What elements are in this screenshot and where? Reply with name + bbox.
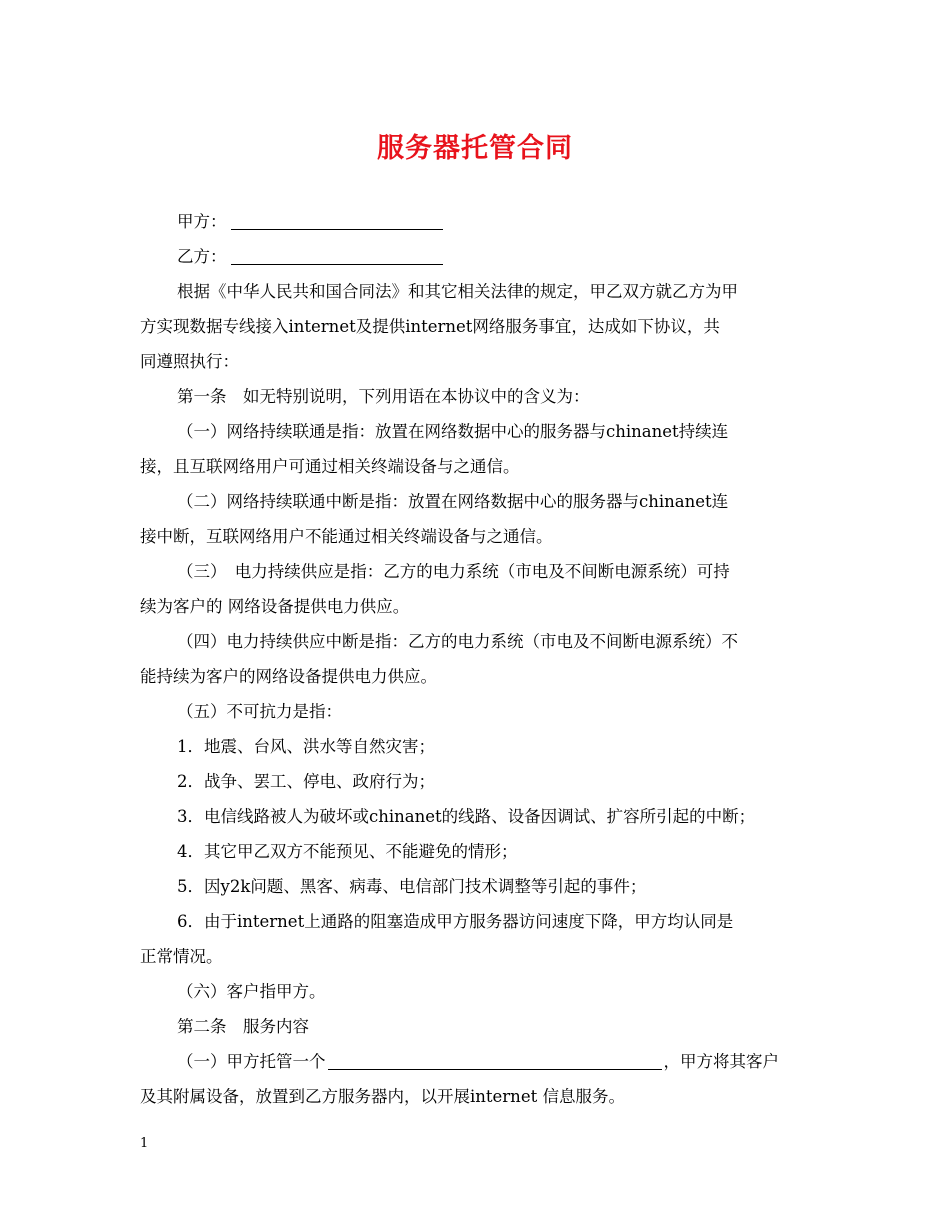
service-blank [328,1051,662,1070]
definition-2 [140,484,815,554]
article-1-heading: 第一条 如无特别说明，下列用语在本协议中的含义为： [177,387,590,406]
article-2-heading: 第二条 服务内容 [177,1017,309,1036]
definition-line: （二）网络持续联通中断是指：放置在网络数据中心的服务器与chinanet连 [177,492,729,511]
force-majeure-item-5: 5．因y2k问题、黑客、病毒、电信部门技术调整等引起的事件； [177,877,647,896]
intro-paragraph [140,274,815,379]
service-item-1 [140,1044,815,1114]
definition-line: 接中断，互联网络用户不能通过相关终端设备与之通信。 [140,527,553,546]
definition-line: 续为客户的 网络设备提供电力供应。 [140,597,410,616]
party-a-label: 甲方： [177,212,227,231]
service-suffix: ，甲方将其客户 [663,1052,779,1071]
document-title: 服务器托管合同 [377,133,573,164]
force-majeure-item-2: 2．战争、罢工、停电、政府行为； [177,772,435,791]
definition-line: 能持续为客户的网络设备提供电力供应。 [140,667,437,686]
intro-line: 方实现数据专线接入internet及提供internet网络服务事宜，达成如下协议，共 [140,317,720,336]
party-b-label: 乙方： [177,247,227,266]
definition-line: （三） 电力持续供应是指：乙方的电力系统（市电及不间断电源系统）可持 [177,562,730,581]
force-majeure-item-4: 4．其它甲乙双方不能预见、不能避免的情形； [177,842,518,861]
definition-5-heading: （五）不可抗力是指： [177,702,342,721]
definition-4 [140,624,815,694]
force-majeure-line: 正常情况。 [140,947,223,966]
definition-line: （四）电力持续供应中断是指：乙方的电力系统（市电及不间断电源系统）不 [177,632,738,651]
force-majeure-line: 6．由于internet上通路的阻塞造成甲方服务器访问速度下降，甲方均认同是 [177,912,734,931]
definition-line: （一）网络持续联通是指：放置在网络数据中心的服务器与chinanet持续连 [177,422,729,441]
definition-6: （六）客户指甲方。 [177,982,326,1001]
force-majeure-item-3: 3．电信线路被人为破坏或chinanet的线路、设备因调试、扩容所引起的中断； [177,807,756,826]
party-b-blank [231,246,443,265]
service-prefix: （一）甲方托管一个 [177,1052,326,1071]
service-line: 及其附属设备，放置到乙方服务器内，以开展internet 信息服务。 [140,1087,625,1106]
intro-line: 同遵照执行： [140,352,239,371]
definition-line: 接，且互联网络用户可通过相关终端设备与之通信。 [140,457,520,476]
intro-line: 根据《中华人民共和国合同法》和其它相关法律的规定，甲乙双方就乙方为甲 [177,282,738,301]
definition-3 [140,554,815,624]
force-majeure-item-1: 1．地震、台风、洪水等自然灾害； [177,737,435,756]
party-b-line [140,239,815,274]
document-body [140,204,815,1114]
party-a-line [140,204,815,239]
party-a-blank [231,211,443,230]
definition-1 [140,414,815,484]
page-number: 1 [140,1136,149,1151]
service-line [140,1044,815,1079]
force-majeure-item-6 [140,904,815,974]
